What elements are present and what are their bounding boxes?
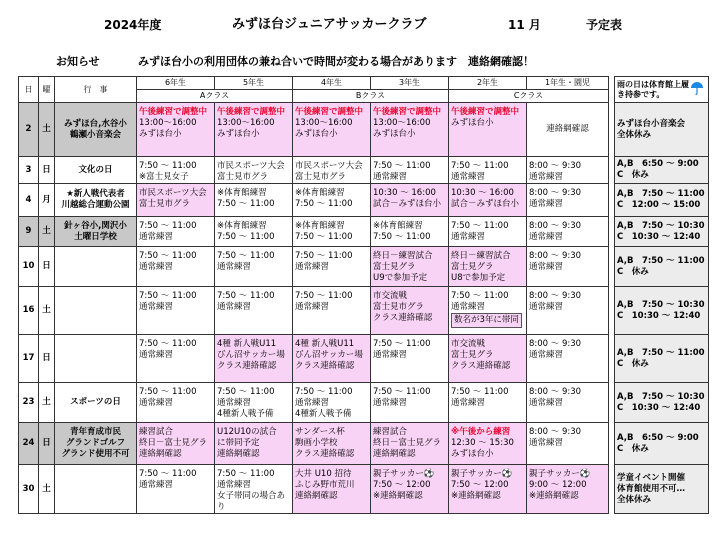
row-day: 10 (19, 247, 39, 287)
cell-g4: サンダース杯 駒画小学校 クラス連絡確認 (293, 423, 371, 465)
class-b: Bクラス (293, 90, 449, 103)
cell-g4: ※体育館練習 7:50 ～ 11:00 (293, 217, 371, 247)
cell-g6: 市民スポーツ大会 富士見市グラ (137, 184, 215, 217)
cell-g5: 市民スポーツ大会 富士見市グラ (215, 157, 293, 184)
cell-g1: 親子サッカー⚽ 9:00 ～ 12:00 ※連絡網確認 (527, 465, 609, 514)
cell-g5: ※体育館練習 7:50 ～ 11:00 (215, 217, 293, 247)
row-weekday: 土 (39, 217, 55, 247)
notice-text: みずほ台小の利用団体の兼ね合いで時間が変わる場合があります 連絡網確認！ (138, 55, 534, 68)
row-side-note: A,B 7:50 ～ 10:30 C 10:30 ～ 12:40 (615, 287, 709, 335)
cell-g6: 7:50 ～ 11:00 通常練習 (137, 335, 215, 383)
cell-g1: 8:00 ～ 9:30 通常練習 (527, 335, 609, 383)
col-day: 日 (19, 77, 39, 103)
umbrella-icon (690, 81, 704, 95)
row-day: 17 (19, 335, 39, 383)
cell-g1: 8:00 ～ 9:30 通常練習 (527, 383, 609, 423)
class-a: Aクラス (137, 90, 293, 103)
col-g1: 1年生・園児 (527, 77, 609, 90)
row-event (55, 247, 137, 287)
table-row (19, 247, 709, 287)
cell-g2: 市交流戦 富士見グラ クラス連絡確認 (449, 335, 527, 383)
cell-g1: 8:00 ～ 9:30 通常練習 (527, 217, 609, 247)
cell-g5: 午後練習で調整中 13:00～16:00 みずほ台小 (215, 103, 293, 157)
row-day: 30 (19, 465, 39, 514)
schedule-table (18, 76, 709, 514)
row-side-note: A,B 6:50 ～ 9:00 C 休み (615, 157, 709, 184)
row-weekday: 日 (39, 423, 55, 465)
col-event: 行 事 (55, 77, 137, 103)
cell-g3: 市交流戦 富士見市グラ クラス連絡確認 (371, 287, 449, 335)
cell-g4: 大井 U10 招待 ふじみ野市荒川 連絡網確認 (293, 465, 371, 514)
col-g5: 5年生 (215, 77, 293, 90)
cell-g3: 7:50 ～ 11:00 通常練習 (371, 157, 449, 184)
cell-g2: 7:50 ～ 11:00 通常練習 数名が3年に帯同 (449, 287, 527, 335)
cell-g6: 7:50 ～ 11:00 通常練習 (137, 217, 215, 247)
row-side-note: A,B 6:50 ～ 9:00 C 休み (615, 423, 709, 465)
row-event: ★新人戦代表者 川越総合運動公園 (55, 184, 137, 217)
cell-g2: 午後練習で調整中 みずほ台小 (449, 103, 527, 157)
row-day: 24 (19, 423, 39, 465)
table-row (19, 103, 709, 157)
header-subtitle: 予定表 (586, 18, 623, 32)
cell-g6: 7:50 ～ 11:00 通常練習 (137, 247, 215, 287)
class-c: Cクラス (449, 90, 609, 103)
notice-label: お知らせ (56, 55, 100, 68)
note-badge: 数名が3年に帯同 (451, 313, 522, 328)
row-event: 針ヶ谷小,関沢小 土曜日学校 (55, 217, 137, 247)
row-side-note: 学童イベント開催 体育館使用不可… 全体休み (615, 465, 709, 514)
row-event (55, 287, 137, 335)
col-g3: 3年生 (371, 77, 449, 90)
row-side-note: A,B 7:50 ～ 11:00 C 休み (615, 247, 709, 287)
row-day: 16 (19, 287, 39, 335)
cell-g3: 7:50 ～ 11:00 通常練習 (371, 335, 449, 383)
cell-g3: 10:30 ～ 16:00 試合－みずほ台小 (371, 184, 449, 217)
cell-g5: 4種 新人戦U11 びん沼サッカー場 クラス連絡確認 (215, 335, 293, 383)
row-event: 青年育成市民 グランドゴルフ グランド使用不可 (55, 423, 137, 465)
cell-g3: 練習試合 終日－富士見グラ 連絡網確認 (371, 423, 449, 465)
cell-g5: U12U10の試合 に帯同予定 連絡網確認 (215, 423, 293, 465)
row-event: 文化の日 (55, 157, 137, 184)
col-weekday: 曜 (39, 77, 55, 103)
cell-g6: 7:50 ～ 11:00 通常練習 (137, 383, 215, 423)
cell-g1: 8:00 ～ 9:30 通常練習 (527, 423, 609, 465)
row-day: 2 (19, 103, 39, 157)
col-g2: 2年生 (449, 77, 527, 90)
col-g4: 4年生 (293, 77, 371, 90)
cell-g1: 連絡網確認 (527, 103, 609, 157)
row-side-note: A,B 7:50 ～ 11:00 C 12:00 ～ 15:00 (615, 184, 709, 217)
cell-g4: 7:50 ～ 11:00 通常練習 4種新人戦予備 (293, 383, 371, 423)
cell-g4: 4種 新人戦U11 びん沼サッカー場 クラス連絡確認 (293, 335, 371, 383)
cell-g3: 親子サッカー⚽ 7:50 ～ 12:00 ※連絡網確認 (371, 465, 449, 514)
row-side-note: A,B 7:50 ～ 11:00 C 休み (615, 335, 709, 383)
cell-g4: 午後練習で調整中 13:00～16:00 みずほ台小 (293, 103, 371, 157)
row-event: みずほ台,水谷小 鶴瀬小音楽会 (55, 103, 137, 157)
table-row (19, 465, 709, 514)
cell-g1: 8:00 ～ 9:30 通常練習 (527, 287, 609, 335)
cell-g2: 終日－練習試合 富士見グラ U8で参加予定 (449, 247, 527, 287)
row-weekday: 土 (39, 103, 55, 157)
col-g6: 6年生 (137, 77, 215, 90)
header-year: 2024年度 (104, 18, 162, 32)
row-day: 9 (19, 217, 39, 247)
cell-g2: 10:30 ～ 16:00 試合－みずほ台小 (449, 184, 527, 217)
row-weekday: 日 (39, 335, 55, 383)
rain-note: 雨の日は体育館上履き持参です。 (617, 79, 689, 99)
rain-note-cell (615, 77, 709, 103)
table-row (19, 217, 709, 247)
table-row (19, 157, 709, 184)
row-event (55, 465, 137, 514)
row-day: 4 (19, 184, 39, 217)
table-row (19, 383, 709, 423)
cell-g5: 7:50 ～ 11:00 通常練習 (215, 287, 293, 335)
cell-g3: 終日－練習試合 富士見グラ U9で参加予定 (371, 247, 449, 287)
cell-g4: 7:50 ～ 11:00 通常練習 (293, 287, 371, 335)
cell-g5: 7:50 ～ 11:00 通常練習 女子帯同の場合あり (215, 465, 293, 514)
table-row (19, 287, 709, 335)
row-side-note: みずほ台小音楽会 全体休み (615, 103, 709, 157)
cell-g5: 7:50 ～ 11:00 通常練習 (215, 247, 293, 287)
row-weekday: 土 (39, 465, 55, 514)
row-event (55, 335, 137, 383)
cell-g3: 午後練習で調整中 13:00～16:00 みずほ台小 (371, 103, 449, 157)
cell-g5: ※体育館練習 7:50 ～ 11:00 (215, 184, 293, 217)
row-weekday: 土 (39, 287, 55, 335)
table-row (19, 423, 709, 465)
page-title: みずほ台ジュニアサッカークラブ (232, 17, 427, 32)
row-weekday: 土 (39, 383, 55, 423)
cell-g1: 8:00 ～ 9:30 通常練習 (527, 247, 609, 287)
cell-g4: ※体育館練習 7:50 ～ 11:00 (293, 184, 371, 217)
cell-g1: 8:00 ～ 9:30 通常練習 (527, 184, 609, 217)
cell-g1: 8:00 ～ 9:30 通常練習 (527, 157, 609, 184)
table-row (19, 184, 709, 217)
table-row (19, 335, 709, 383)
row-weekday: 月 (39, 184, 55, 217)
cell-g2: ※午後から練習 12:30 ～ 15:30 みずほ台小 (449, 423, 527, 465)
cell-g4: 7:50 ～ 11:00 通常練習 (293, 247, 371, 287)
cell-g2: 親子サッカー⚽ 7:50 ～ 12:00 ※連絡網確認 (449, 465, 527, 514)
cell-g6: 7:50 ～ 11:00 通常練習 (137, 287, 215, 335)
row-weekday: 日 (39, 157, 55, 184)
row-event: スポーツの日 (55, 383, 137, 423)
cell-g2: 7:50 ～ 11:00 通常練習 (449, 383, 527, 423)
cell-g6: 練習試合 終日－富士見グラ 連絡網確認 (137, 423, 215, 465)
row-weekday: 日 (39, 247, 55, 287)
row-day: 3 (19, 157, 39, 184)
cell-g2: 7:50 ～ 11:00 通常練習 (449, 157, 527, 184)
cell-g6: 7:50 ～ 11:00 通常練習 (137, 465, 215, 514)
header-month: 11 月 (508, 18, 541, 32)
cell-g3: ※体育館練習 7:50 ～ 11:00 (371, 217, 449, 247)
row-side-note: A,B 7:50 ～ 10:30 C 10:30 ～ 12:40 (615, 383, 709, 423)
cell-g3: 7:50 ～ 11:00 通常練習 (371, 383, 449, 423)
row-side-note: A,B 7:50 ～ 10:30 C 10:30 ～ 12:40 (615, 217, 709, 247)
cell-g2: 7:50 ～ 11:00 通常練習 (449, 217, 527, 247)
cell-g6: 7:50 ～ 11:00 ※富士見女子 (137, 157, 215, 184)
row-day: 23 (19, 383, 39, 423)
cell-g5: 7:50 ～ 11:00 通常練習 4種新人戦予備 (215, 383, 293, 423)
cell-g4: 市民スポーツ大会 富士見市グラ (293, 157, 371, 184)
cell-g6: 午後練習で調整中 13:00～16:00 みずほ台小 (137, 103, 215, 157)
